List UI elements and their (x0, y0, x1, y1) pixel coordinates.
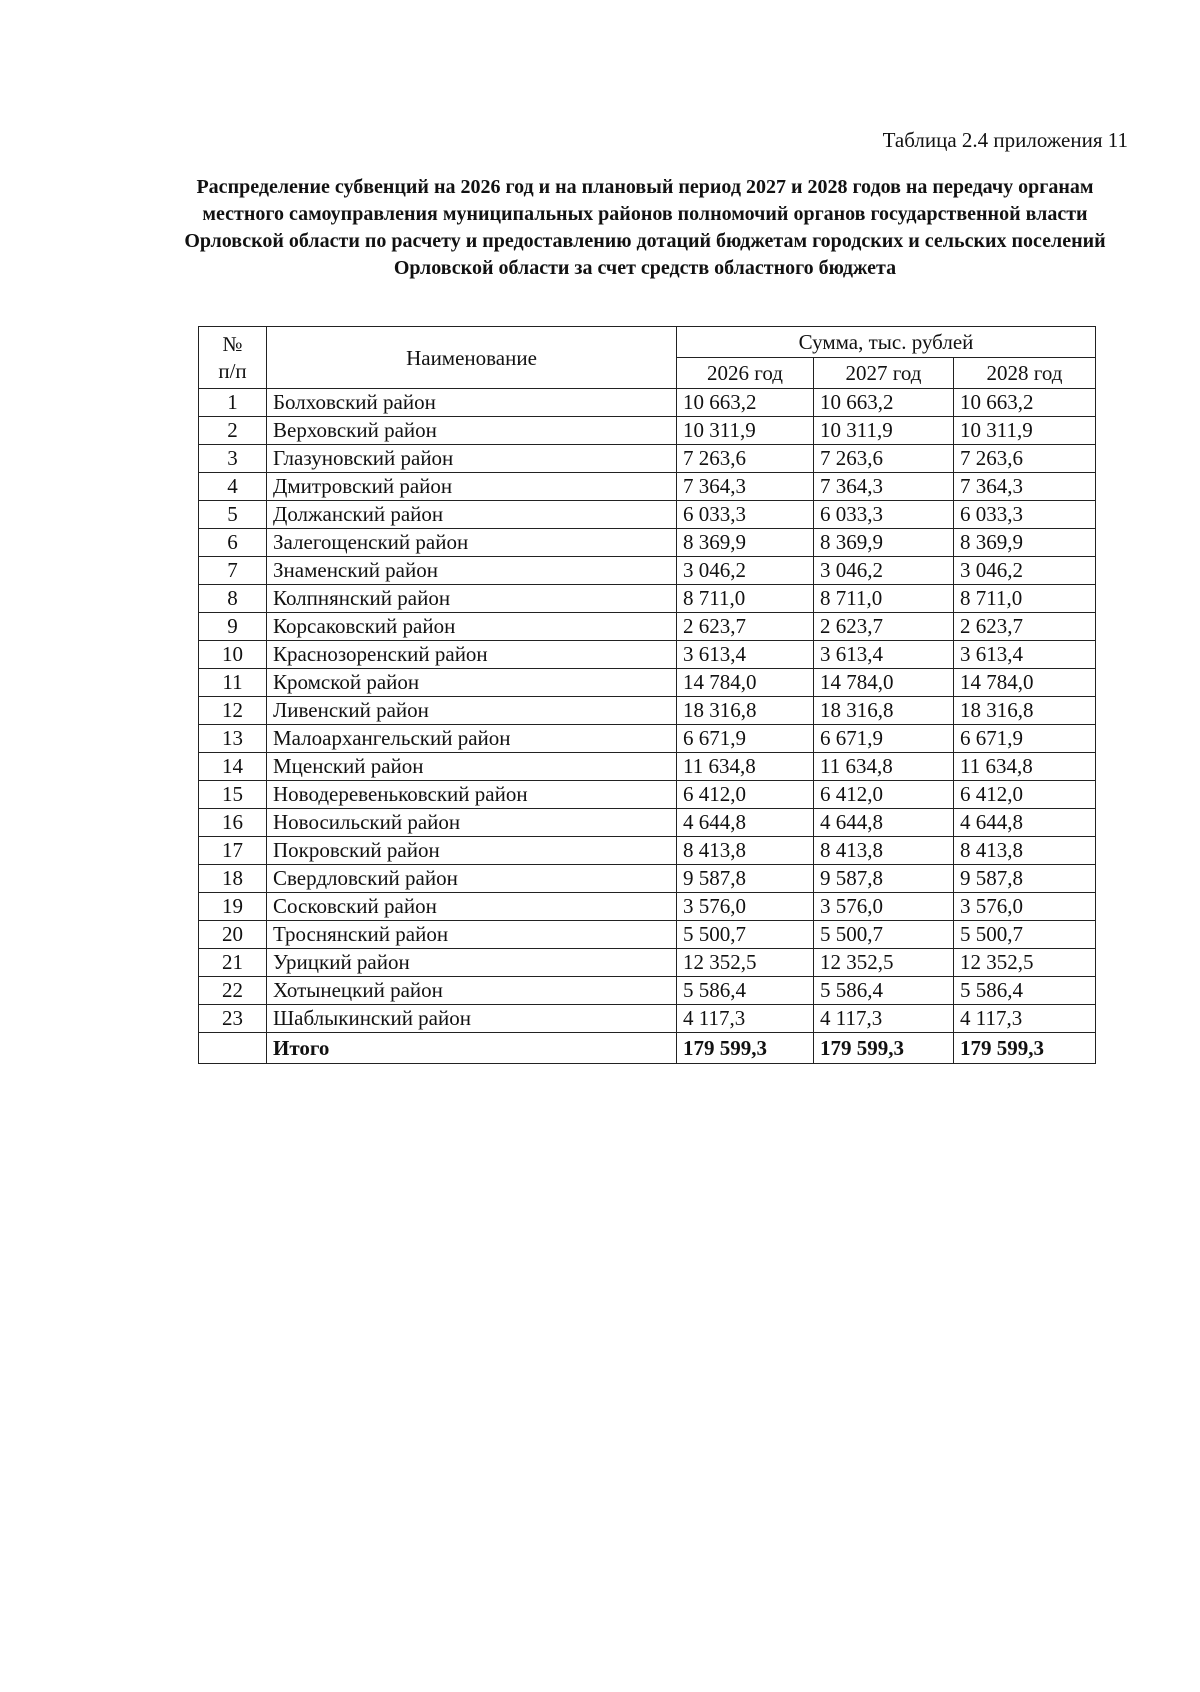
row-number: 23 (199, 1005, 267, 1033)
value-2028: 14 784,0 (954, 669, 1096, 697)
value-2027: 3 046,2 (814, 557, 954, 585)
district-name: Должанский район (267, 501, 677, 529)
table-row (199, 949, 1096, 977)
value-2026: 4 117,3 (677, 1005, 814, 1033)
value-2027: 14 784,0 (814, 669, 954, 697)
district-name: Ливенский район (267, 697, 677, 725)
subventions-table (198, 326, 1096, 1064)
row-number: 14 (199, 753, 267, 781)
total-row (199, 1033, 1096, 1064)
value-2028: 3 046,2 (954, 557, 1096, 585)
table-reference: Таблица 2.4 приложения 11 (882, 128, 1128, 152)
district-name: Залегощенский район (267, 529, 677, 557)
value-2026: 3 613,4 (677, 641, 814, 669)
table-row (199, 501, 1096, 529)
value-2027: 4 117,3 (814, 1005, 954, 1033)
value-2027: 8 413,8 (814, 837, 954, 865)
row-number: 22 (199, 977, 267, 1005)
value-2028: 5 586,4 (954, 977, 1096, 1005)
table-row (199, 669, 1096, 697)
value-2027: 6 033,3 (814, 501, 954, 529)
value-2028: 7 364,3 (954, 473, 1096, 501)
value-2026: 8 711,0 (677, 585, 814, 613)
value-2028: 3 613,4 (954, 641, 1096, 669)
value-2026: 10 311,9 (677, 417, 814, 445)
value-2028: 6 671,9 (954, 725, 1096, 753)
value-2026: 2 623,7 (677, 613, 814, 641)
value-2027: 11 634,8 (814, 753, 954, 781)
row-number: 5 (199, 501, 267, 529)
table-row (199, 921, 1096, 949)
value-2026: 5 586,4 (677, 977, 814, 1005)
value-2026: 9 587,8 (677, 865, 814, 893)
table-row (199, 809, 1096, 837)
value-2028: 8 369,9 (954, 529, 1096, 557)
district-name: Урицкий район (267, 949, 677, 977)
district-name: Мценский район (267, 753, 677, 781)
value-2027: 9 587,8 (814, 865, 954, 893)
table-row (199, 445, 1096, 473)
district-name: Покровский район (267, 837, 677, 865)
row-number: 3 (199, 445, 267, 473)
value-2028: 8 413,8 (954, 837, 1096, 865)
table-row (199, 529, 1096, 557)
row-number: 16 (199, 809, 267, 837)
table-row (199, 1005, 1096, 1033)
value-2027: 5 586,4 (814, 977, 954, 1005)
value-2026: 11 634,8 (677, 753, 814, 781)
district-name: Новосильский район (267, 809, 677, 837)
value-2026: 7 263,6 (677, 445, 814, 473)
value-2027: 4 644,8 (814, 809, 954, 837)
value-2028: 10 311,9 (954, 417, 1096, 445)
district-name: Сосковский район (267, 893, 677, 921)
value-2026: 12 352,5 (677, 949, 814, 977)
district-name: Знаменский район (267, 557, 677, 585)
row-number: 2 (199, 417, 267, 445)
value-2028: 10 663,2 (954, 389, 1096, 417)
value-2028: 6 412,0 (954, 781, 1096, 809)
column-header-number-line2: п/п (218, 358, 247, 383)
row-number: 20 (199, 921, 267, 949)
district-name: Глазуновский район (267, 445, 677, 473)
total-2028: 179 599,3 (954, 1033, 1096, 1064)
district-name: Хотынецкий район (267, 977, 677, 1005)
value-2028: 3 576,0 (954, 893, 1096, 921)
value-2027: 3 613,4 (814, 641, 954, 669)
district-name: Малоархангельский район (267, 725, 677, 753)
value-2026: 8 369,9 (677, 529, 814, 557)
table-row (199, 977, 1096, 1005)
district-name: Шаблыкинский район (267, 1005, 677, 1033)
header-row-1 (199, 327, 1096, 358)
value-2028: 4 644,8 (954, 809, 1096, 837)
value-2028: 12 352,5 (954, 949, 1096, 977)
row-number: 1 (199, 389, 267, 417)
value-2028: 18 316,8 (954, 697, 1096, 725)
table-row (199, 865, 1096, 893)
value-2026: 4 644,8 (677, 809, 814, 837)
value-2027: 10 663,2 (814, 389, 954, 417)
district-name: Краснозоренский район (267, 641, 677, 669)
row-number: 10 (199, 641, 267, 669)
district-name: Корсаковский район (267, 613, 677, 641)
value-2027: 10 311,9 (814, 417, 954, 445)
district-name: Верховский район (267, 417, 677, 445)
table-row (199, 389, 1096, 417)
table-row (199, 697, 1096, 725)
total-label: Итого (267, 1033, 677, 1064)
column-header-year-2028: 2028 год (954, 358, 1096, 389)
district-name: Кромской район (267, 669, 677, 697)
value-2028: 2 623,7 (954, 613, 1096, 641)
row-number: 7 (199, 557, 267, 585)
row-number: 11 (199, 669, 267, 697)
row-number: 21 (199, 949, 267, 977)
row-number: 17 (199, 837, 267, 865)
column-header-number-line1: № (222, 331, 243, 356)
table-row (199, 893, 1096, 921)
district-name: Колпнянский район (267, 585, 677, 613)
column-header-year-2026: 2026 год (677, 358, 814, 389)
document-title: Распределение субвенций на 2026 год и на плановый период 2027 и 2028 годов на передачу органам местного самоуправления муниципальных районов полномочий органов государственной власти Орловской области по расчету и предоставлению дотаций бюджетам городских и сельских поселений Орловской области за счет средств областного бюджета (184, 176, 1106, 279)
row-number: 4 (199, 473, 267, 501)
value-2026: 7 364,3 (677, 473, 814, 501)
table-row (199, 613, 1096, 641)
row-number: 18 (199, 865, 267, 893)
value-2026: 3 576,0 (677, 893, 814, 921)
total-number-cell (199, 1033, 267, 1064)
value-2026: 8 413,8 (677, 837, 814, 865)
district-name: Новодеревеньковский район (267, 781, 677, 809)
value-2028: 9 587,8 (954, 865, 1096, 893)
value-2027: 8 711,0 (814, 585, 954, 613)
value-2027: 3 576,0 (814, 893, 954, 921)
value-2027: 6 412,0 (814, 781, 954, 809)
row-number: 9 (199, 613, 267, 641)
value-2027: 6 671,9 (814, 725, 954, 753)
row-number: 15 (199, 781, 267, 809)
district-name: Болховский район (267, 389, 677, 417)
table-row (199, 781, 1096, 809)
total-2027: 179 599,3 (814, 1033, 954, 1064)
value-2028: 5 500,7 (954, 921, 1096, 949)
table-row (199, 585, 1096, 613)
value-2028: 7 263,6 (954, 445, 1096, 473)
row-number: 19 (199, 893, 267, 921)
value-2026: 6 033,3 (677, 501, 814, 529)
value-2027: 12 352,5 (814, 949, 954, 977)
table-row (199, 557, 1096, 585)
value-2027: 18 316,8 (814, 697, 954, 725)
value-2026: 6 671,9 (677, 725, 814, 753)
value-2028: 6 033,3 (954, 501, 1096, 529)
value-2028: 4 117,3 (954, 1005, 1096, 1033)
value-2026: 10 663,2 (677, 389, 814, 417)
district-name: Свердловский район (267, 865, 677, 893)
value-2027: 7 364,3 (814, 473, 954, 501)
table-row (199, 837, 1096, 865)
value-2026: 5 500,7 (677, 921, 814, 949)
column-header-number (199, 327, 267, 389)
value-2027: 2 623,7 (814, 613, 954, 641)
total-2026: 179 599,3 (677, 1033, 814, 1064)
row-number: 6 (199, 529, 267, 557)
row-number: 8 (199, 585, 267, 613)
district-name: Троснянский район (267, 921, 677, 949)
value-2027: 7 263,6 (814, 445, 954, 473)
value-2027: 5 500,7 (814, 921, 954, 949)
row-number: 13 (199, 725, 267, 753)
value-2027: 8 369,9 (814, 529, 954, 557)
column-header-sum: Сумма, тыс. рублей (677, 327, 1096, 358)
column-header-name: Наименование (267, 327, 677, 389)
value-2026: 6 412,0 (677, 781, 814, 809)
table-row (199, 725, 1096, 753)
value-2026: 14 784,0 (677, 669, 814, 697)
value-2028: 11 634,8 (954, 753, 1096, 781)
row-number: 12 (199, 697, 267, 725)
value-2028: 8 711,0 (954, 585, 1096, 613)
district-name: Дмитровский район (267, 473, 677, 501)
value-2026: 3 046,2 (677, 557, 814, 585)
value-2026: 18 316,8 (677, 697, 814, 725)
table-row (199, 753, 1096, 781)
table-row (199, 641, 1096, 669)
table-row (199, 417, 1096, 445)
column-header-year-2027: 2027 год (814, 358, 954, 389)
table-row (199, 473, 1096, 501)
table-body (199, 389, 1096, 1064)
